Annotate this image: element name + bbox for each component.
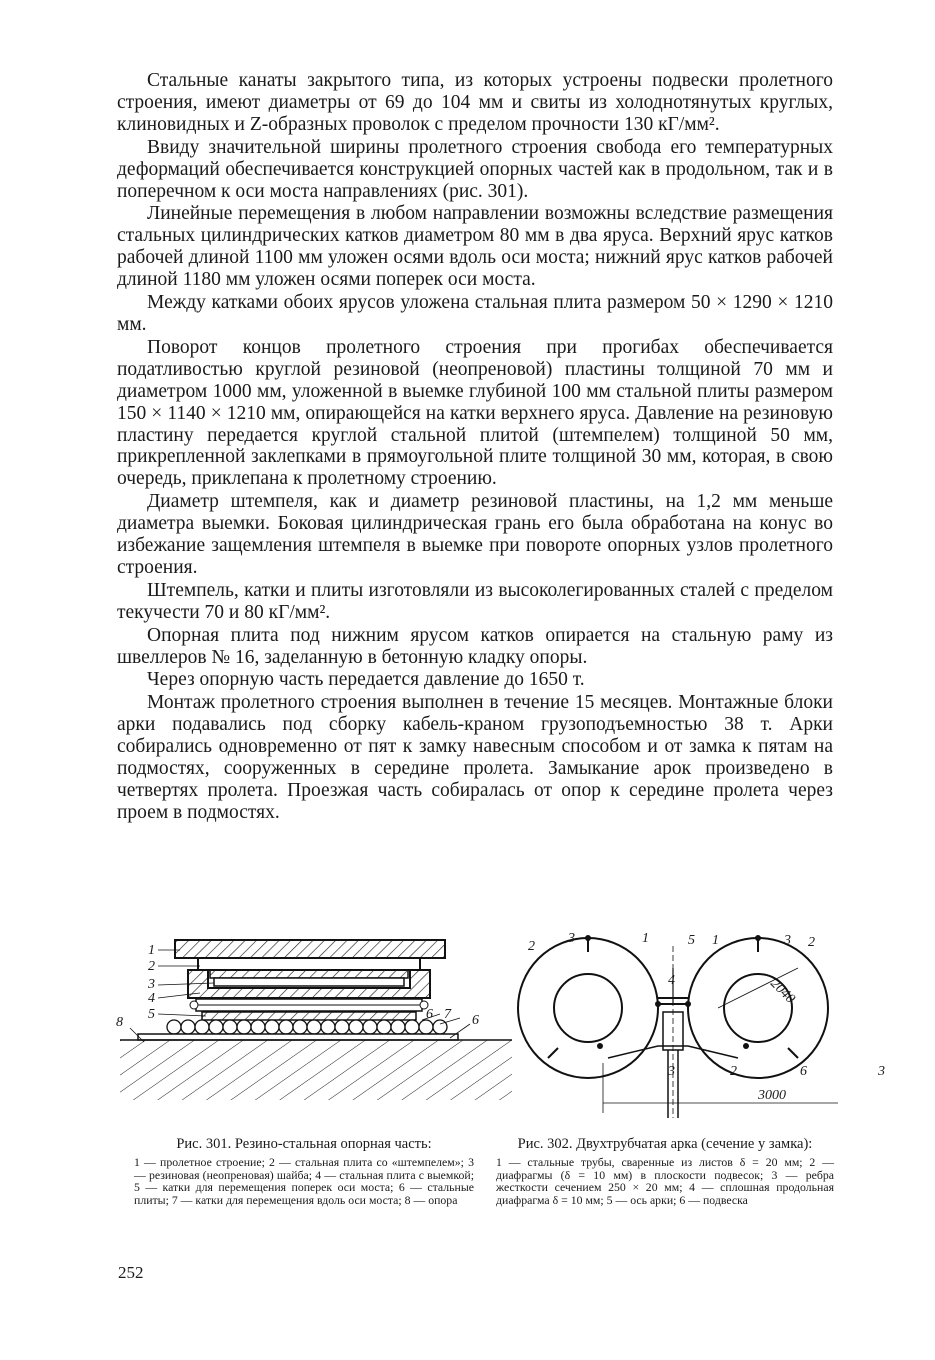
roller: [279, 1020, 293, 1034]
arch-label-3-bottom-right: 3: [878, 1064, 885, 1079]
roller: [405, 1020, 419, 1034]
right-tube-outer: [688, 938, 828, 1078]
roller: [223, 1020, 237, 1034]
label-7: 7: [444, 1007, 451, 1022]
label-6b: 6: [472, 1013, 479, 1028]
figure-301-title: Рис. 301. Резино-стальная опорная часть:: [176, 1136, 432, 1152]
roller: [391, 1020, 405, 1034]
roller: [377, 1020, 391, 1034]
figure-302-legend: 1 — стальные трубы, сваренные из листов δ = 20 мм; 2 — диафрагмы (δ = 10 мм) в плоскости подвесок; 3 — ребра жесткости сечением 250 × 20 мм; 4 — сплошная продольная диафрагма δ = 10 мм; 5 — ось арки; 6 — подвеска: [496, 1155, 834, 1207]
dim-diameter: 2040: [767, 976, 798, 1007]
roller: [307, 1020, 321, 1034]
arch-label-6: 6: [800, 1064, 807, 1079]
paragraph: Поворот концов пролетного строения при прогибах обеспечивается податливостью круглой резиновой (неопреновой) пластины толщиной 70 мм и диаметром 1000 мм, уложенной в выемке глубиной 100 мм стальной плиты размером 150 × 1140 × 1210 мм, опирающейся на катки верхнего яруса. Давление на резиновую пластину передается круглой стальной плитой (штемпелем) толщиной 50 мм, прикрепленной заклепками в прямоугольной плите толщиной 30 мм, которая, в свою очередь, приклепана к пролетному строению.: [117, 336, 833, 490]
paragraph: Штемпель, катки и плиты изготовляли из высоколегированных сталей с пределом текучести 70 и 80 кГ/мм².: [117, 579, 833, 623]
roller: [181, 1020, 195, 1034]
left-tube-inner: [554, 974, 622, 1042]
label-5: 5: [148, 1007, 155, 1022]
intermediate-plate: [202, 1012, 416, 1020]
arch-drawing: [508, 928, 885, 1128]
roller: [433, 1020, 447, 1034]
label-1: 1: [148, 943, 155, 958]
arch-label-3-right: 3: [784, 933, 791, 948]
rubber-pad: [214, 978, 404, 986]
figure-302-arch: [508, 928, 885, 1128]
figure-302-title: Рис. 302. Двухтрубчатая арка (сечение у замка):: [517, 1136, 813, 1152]
paragraph: Ввиду значительной ширины пролетного строения свобода его температурных деформаций обеспечивается конструкцией опорных частей как в продольном, так и в поперечном к оси моста направлениях (рис. 301).: [117, 136, 833, 202]
roller: [251, 1020, 265, 1034]
label-6: 6: [426, 1007, 433, 1022]
roller: [293, 1020, 307, 1034]
arch-label-2-right: 2: [808, 935, 815, 950]
stamp: [210, 970, 408, 978]
label-8: 8: [116, 1015, 123, 1030]
left-tube-outer: [518, 938, 658, 1078]
paragraph: Линейные перемещения в любом направлении возможны вследствие размещения стальных цилиндрических катков диаметром 80 мм в два яруса. Верхний ярус катков рабочей длиной 1100 мм уложен осями вдоль оси моста; нижний ярус катков рабочей длиной 1180 мм уложен осями поперек оси моста.: [117, 203, 833, 291]
roller: [209, 1020, 223, 1034]
roller: [167, 1020, 181, 1034]
figure-301-bearing: [110, 928, 520, 1128]
page-number: 252: [118, 1263, 144, 1282]
arch-label-1-right: 1: [712, 933, 719, 948]
paragraph: Монтаж пролетного строения выполнен в течение 15 месяцев. Монтажные блоки арки подавались под сборку кабель-краном грузоподъемностью 38 т. Арки собирались одновременно от пят к замку навесным способом и от замка к пятам на подмостях, сооруженных в середине пролета. Замыкание арок произведено в четвертях пролета. Проезжая часть собиралась от опор к середине пролета через проем в подмостях.: [117, 692, 833, 823]
arch-label-3-bottom-left: 3: [668, 1064, 675, 1079]
figures-area: [110, 928, 885, 1228]
paragraph: Стальные канаты закрытого типа, из которых устроены подвески пролетного строения, имеют диаметры от 69 до 104 мм и свиты из холоднотянутых круглых, клиновидных и Z-образных проволок с пределом прочности 130 кГ/мм².: [117, 70, 833, 135]
arch-label-1-left: 1: [642, 931, 649, 946]
roller: [265, 1020, 279, 1034]
roller: [195, 1020, 209, 1034]
arch-label-4: 4: [668, 973, 675, 988]
arch-label-3-left: 3: [568, 931, 575, 946]
paragraph: Опорная плита под нижним ярусом катков опирается на стальную раму из швеллеров № 16, заделанную в бетонную кладку опоры.: [117, 624, 833, 668]
figure-301-caption: [134, 1136, 474, 1206]
paragraph: Через опорную часть передается давление до 1650 т.: [147, 669, 585, 691]
base-plate: [138, 1034, 458, 1040]
stamp-plate: [198, 958, 420, 970]
paragraph: Между катками обоих ярусов уложена стальная плита размером 50 × 1290 × 1210 мм.: [117, 292, 833, 335]
bearing-drawing: [110, 928, 520, 1128]
body-text: [117, 70, 833, 825]
roller: [349, 1020, 363, 1034]
roller: [363, 1020, 377, 1034]
arch-label-2-bottom: 2: [730, 1064, 737, 1079]
roller: [237, 1020, 251, 1034]
arch-label-5: 5: [688, 933, 695, 948]
paragraph: Диаметр штемпеля, как и диаметр резиновой пластины, на 1,2 мм меньше диаметра выемки. Боковая цилиндрическая грань его была обработана на конус во избежание защемления штемпеля в выемке при повороте опорных узлов пролетного строения.: [117, 491, 833, 578]
figure-301-legend: 1 — пролетное строение; 2 — стальная плита со «штемпелем»; 3 — резиновая (неопреновая) шайба; 4 — стальная плита с выемкой; 5 — катки для перемещения поперек оси моста; 6 — стальные плиты; 7 — катки для перемещения вдоль оси моста; 8 — опора: [134, 1155, 474, 1207]
masonry-support: [120, 1040, 512, 1100]
roller: [321, 1020, 335, 1034]
roller: [335, 1020, 349, 1034]
figure-302-caption: [496, 1136, 834, 1206]
label-2: 2: [148, 959, 155, 974]
dim-width: 3000: [758, 1088, 786, 1103]
label-4: 4: [148, 991, 155, 1006]
arch-label-2-left: 2: [528, 939, 535, 954]
superstructure-plate: [175, 940, 445, 958]
roller: [419, 1020, 433, 1034]
label-3: 3: [148, 977, 155, 992]
lower-rollers: [167, 1020, 447, 1034]
